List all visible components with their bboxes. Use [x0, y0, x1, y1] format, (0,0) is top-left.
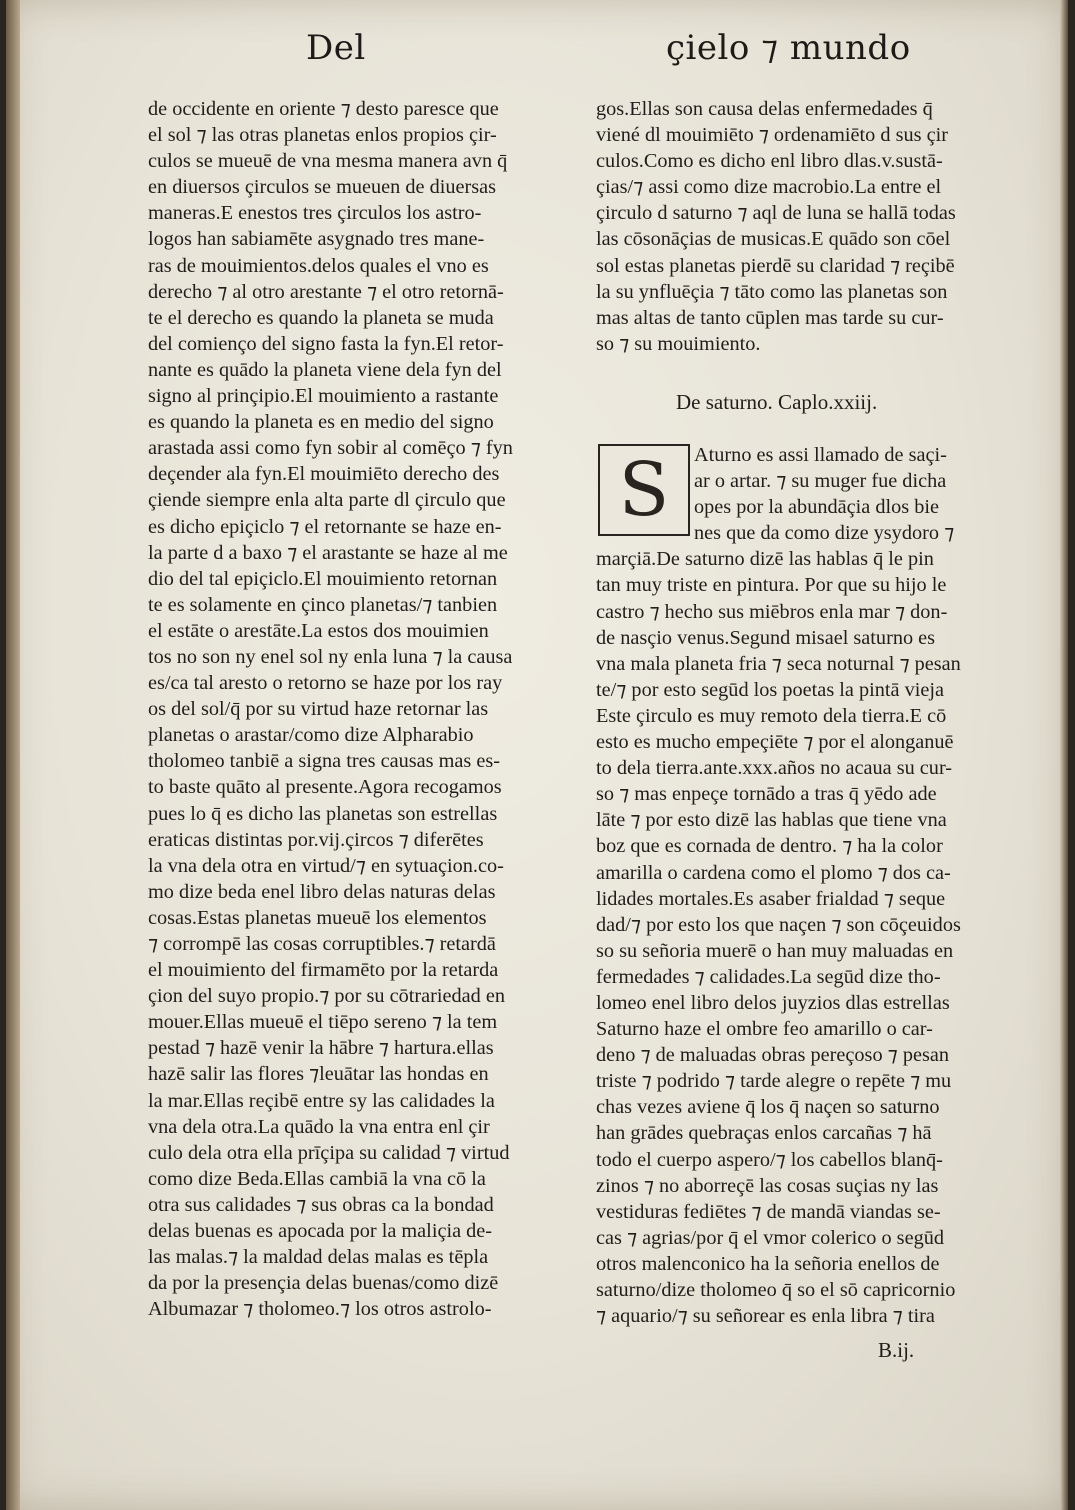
- text-line: da por la presençia delas buenas/como dizē: [148, 1272, 499, 1295]
- text-line: mouer.Ellas mueuē el tiēpo sereno ⁊ la tem: [148, 1011, 498, 1034]
- text-line: fermedades ⁊ calidades.La segūd dize tho-: [596, 965, 941, 988]
- text-line: el sol ⁊ las otras planetas enlos propios çir-: [148, 124, 497, 147]
- text-line: te es solamente en çinco planetas/⁊ tanbien: [148, 593, 498, 616]
- text-line: sol estas planetas pierdē su claridad ⁊ reçibē: [596, 254, 955, 277]
- text-line: eraticas distintas por.vij.çircos ⁊ diferētes: [148, 828, 484, 851]
- text-line: la mar.Ellas reçibē entre sy las calidades la: [148, 1089, 495, 1112]
- text-line: signo al prinçipio.El mouimiento a rastante: [148, 385, 499, 408]
- text-line: tan muy triste en pintura. Por que su hijo le: [596, 574, 947, 597]
- right-text-column-top: [596, 96, 982, 357]
- text-line: çiende siempre enla alta parte dl çirculo que: [148, 489, 506, 512]
- text-line: lidades mortales.Es asaber frialdad ⁊ seque: [596, 887, 946, 910]
- text-line: arastada assi como fyn sobir al comēço ⁊ fyn: [148, 437, 513, 460]
- text-line: te/⁊ por esto segūd los poetas la pintā vieja: [596, 678, 945, 701]
- text-line: zinos ⁊ no aborreçē las cosas suçias ny las: [596, 1174, 939, 1197]
- text-line: hazē salir las flores ⁊leuātar las hondas en: [148, 1063, 489, 1086]
- text-line: todo el cuerpo aspero/⁊ los cabellos blanq̄-: [596, 1148, 943, 1171]
- text-line: es/ca tal aresto o retorno se haze por los ray: [148, 672, 503, 695]
- text-line: logos han sabiamēte asygnado tres mane-: [148, 228, 485, 251]
- text-line: amarilla o cardena como el plomo ⁊ dos ca-: [596, 861, 951, 884]
- right-text-column-chapter: [596, 442, 982, 1329]
- left-text-column: [148, 96, 546, 1322]
- text-line: çias/⁊ assi como dize macrobio.La entre el: [596, 176, 942, 199]
- text-line: en diuersos çirculos se mueuen de diuersas: [148, 176, 497, 199]
- text-line: vna mala planeta fria ⁊ seca noturnal ⁊ pesan: [596, 652, 961, 675]
- text-line: la vna dela otra en virtud/⁊ en sytuaçion.co-: [148, 854, 504, 877]
- text-line: culo dela otra ella prīçipa su calidad ⁊ virtud: [148, 1141, 510, 1164]
- text-line: te el derecho es quando la planeta se muda: [148, 306, 494, 329]
- text-line: viené dl mouimiēto ⁊ ordenamiēto d sus çir: [596, 124, 948, 147]
- text-line: cosas.Estas planetas mueuē los elementos: [148, 906, 487, 929]
- text-line: culos se mueuē de vna mesma manera avn q̄: [148, 150, 508, 173]
- text-line: han grādes quebraças enlos carcañas ⁊ hā: [596, 1122, 932, 1145]
- text-line: dio del tal epiçiclo.El mouimiento retornan: [148, 567, 498, 590]
- text-line: castro ⁊ hecho sus miēbros enla mar ⁊ don-: [596, 600, 948, 623]
- text-line: to baste quāto al presente.Agora recogamos: [148, 776, 502, 799]
- page-gutter-shadow: [6, 0, 20, 1510]
- text-line: marçiā.De saturno dizē las hablas q̄ le pin: [596, 548, 934, 571]
- text-line: como dize Beda.Ellas cambiā la vna cō la: [148, 1167, 486, 1190]
- text-line: ras de mouimientos.delos quales el vno es: [148, 254, 489, 277]
- text-line: culos.Como es dicho enl libro dlas.v.sustā-: [596, 150, 943, 173]
- text-line: las malas.⁊ la maldad delas malas es tēpla: [148, 1246, 489, 1269]
- drop-initial-letter: S: [618, 447, 670, 533]
- signature-mark: B.ij.: [878, 1338, 915, 1362]
- text-line: to dela tierra.ante.xxx.años no acaua su cur-: [596, 757, 953, 780]
- text-line: deçender ala fyn.El mouimiēto derecho des: [148, 463, 500, 486]
- page-edge-shadow: [1060, 0, 1068, 1510]
- text-line: pues lo q̄ es dicho las planetas son estrellas: [148, 802, 498, 825]
- text-line: saturno/dize tholomeo q̄ so el sō capricornio: [596, 1279, 956, 1301]
- text-line: triste ⁊ podrido ⁊ tarde alegre o repēte ⁊ mu: [596, 1070, 952, 1093]
- text-line: esto es mucho empeçiēte ⁊ por el alonganuē: [596, 731, 954, 754]
- text-line: la parte d a baxo ⁊ el arastante se haze al me: [148, 541, 508, 564]
- text-line: so su señoria muerē o han muy maluadas en: [596, 939, 954, 962]
- text-line: de occidente en oriente ⁊ desto paresce que: [148, 98, 499, 120]
- text-line: planetas o arastar/como dize Alpharabio: [148, 724, 474, 747]
- text-line: ⁊ aquario/⁊ su señorear es enla libra ⁊ tira: [596, 1305, 935, 1328]
- text-line: Saturno haze el ombre feo amarillo o car-: [596, 1018, 933, 1041]
- book-page: [6, 0, 1068, 1510]
- text-line: so ⁊ su mouimiento.: [596, 332, 761, 355]
- text-line: es dicho epiçiclo ⁊ el retornante se haze en-: [148, 515, 502, 538]
- text-line: lomeo enel libro delos juyzios dlas estrellas: [596, 991, 950, 1014]
- text-line: nes que da como dize ysydoro ⁊: [694, 522, 955, 545]
- text-line: de nasçio venus.Segund misael saturno es: [596, 626, 936, 649]
- text-line: la su ynfluēçia ⁊ tāto como las planetas son: [596, 280, 948, 303]
- text-line: vestiduras fediētes ⁊ de mandā viandas se-: [596, 1200, 941, 1223]
- text-line: lāte ⁊ por esto dizē las hablas que tiene vna: [596, 809, 947, 832]
- text-line: derecho ⁊ al otro arestante ⁊ el otro retornā-: [148, 280, 504, 303]
- text-line: çion del suyo propio.⁊ por su cōtrariedad en: [148, 985, 506, 1008]
- chapter-heading: De saturno. Caplo.xxiij.: [676, 390, 878, 414]
- text-line: gos.Ellas son causa delas enfermedades q̄: [596, 98, 933, 120]
- text-line: opes por la abundāçia dlos bie: [694, 496, 939, 519]
- text-line: çirculo d saturno ⁊ aql de luna se hallā todas: [596, 202, 956, 225]
- text-line: otra sus calidades ⁊ sus obras ca la bondad: [148, 1193, 494, 1216]
- text-line: es quando la planeta es en medio del signo: [148, 411, 494, 434]
- running-head-right: çielo ⁊ mundo: [666, 28, 911, 68]
- text-line: nante es quādo la planeta viene dela fyn del: [148, 358, 502, 381]
- text-line: tholomeo tanbiē a signa tres causas mas es-: [148, 750, 501, 773]
- text-line: pestad ⁊ hazē venir la hābre ⁊ hartura.ellas: [148, 1037, 494, 1060]
- text-line: Albumazar ⁊ tholomeo.⁊ los otros astrolo-: [148, 1298, 492, 1321]
- text-line: ⁊ corrompē las cosas corruptibles.⁊ retardā: [148, 933, 496, 955]
- text-line: vna dela otra.La quādo la vna entra enl çir: [148, 1115, 490, 1138]
- text-line: las cōsonāçias de musicas.E quādo son cōel: [596, 228, 951, 251]
- text-line: cas ⁊ agrias/por q̄ el vmor colerico o segūd: [596, 1226, 944, 1249]
- text-line: el mouimiento del firmamēto por la retarda: [148, 959, 499, 982]
- text-line: os del sol/q̄ por su virtud haze retornar las: [148, 698, 489, 721]
- text-line: boz que es cornada de dentro. ⁊ ha la color: [596, 835, 943, 858]
- text-line: mas altas de tanto cūplen mas tarde su cur-: [596, 306, 944, 329]
- text-line: so ⁊ mas enpeçe tornādo a tras q̄ yēdo ade: [596, 783, 937, 806]
- text-line: Aturno es assi llamado de saçi-: [694, 444, 947, 466]
- text-line: Este çirculo es muy remoto dela tierra.E cō: [596, 704, 947, 727]
- text-line: el estāte o arestāte.La estos dos mouimien: [148, 619, 489, 642]
- text-line: tos no son ny enel sol ny enla luna ⁊ la causa: [148, 645, 513, 668]
- text-line: maneras.E enestos tres çirculos los astro-: [148, 202, 482, 225]
- text-line: chas vezes aviene q̄ los q̄ naçen so saturno: [596, 1096, 940, 1119]
- text-line: del comienço del signo fasta la fyn.El retor-: [148, 332, 504, 355]
- text-line: deno ⁊ de maluadas obras pereçoso ⁊ pesan: [596, 1044, 949, 1067]
- text-line: ar o artar. ⁊ su muger fue dicha: [694, 470, 947, 493]
- running-head-left: Del: [306, 28, 366, 68]
- text-line: dad/⁊ por esto los que naçen ⁊ son cōçeuidos: [596, 913, 961, 936]
- text-line: otros malenconico ha la señoria enellos de: [596, 1252, 940, 1275]
- text-line: delas buenas es apocada por la maliçia de-: [148, 1220, 493, 1243]
- text-line: mo dize beda enel libro delas naturas delas: [148, 880, 496, 903]
